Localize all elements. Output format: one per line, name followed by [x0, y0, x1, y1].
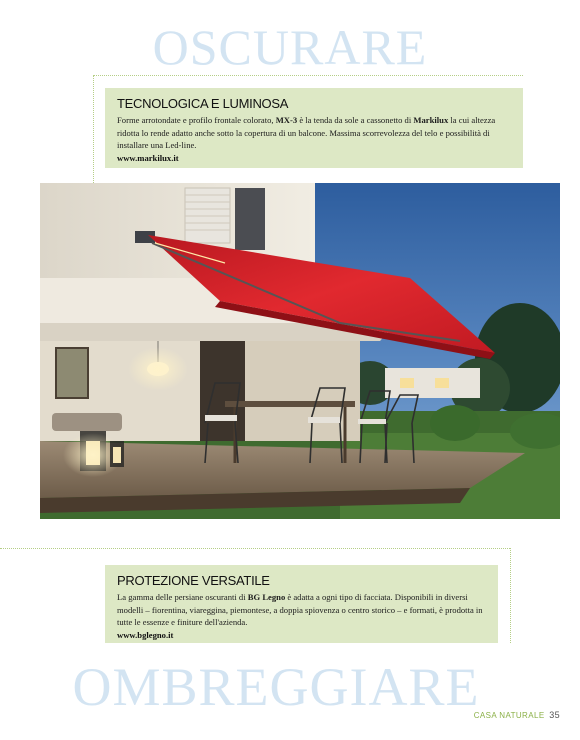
guide-line-bottom-vertical	[510, 548, 511, 643]
brand-name-bglegno: BG Legno	[247, 592, 286, 602]
brand-name-markilux: Markilux	[413, 115, 449, 125]
link-bglegno[interactable]: www.bglegno.it	[117, 629, 174, 640]
guide-line-bottom	[0, 548, 510, 549]
heading-oscurare: OSCURARE	[152, 19, 428, 75]
guide-line-top	[93, 75, 523, 76]
product-name: MX-3	[275, 115, 298, 125]
info-box-bglegno	[105, 565, 498, 643]
section-title-protezione: PROTEZIONE VERSATILE	[117, 573, 270, 588]
info-box-markilux	[105, 88, 523, 168]
section-body-markilux: Forme arrotondate e profilo frontale colorato, MX-3 è la tenda da sole a cassonetto di Markilux la cui altezza ridotta lo rende adatto anche sotto la copertura di un balcone. Massima scorrevolezza del telo e possibilità di installare una Led-line.	[117, 115, 496, 150]
page-number: 35	[549, 710, 560, 720]
heading-ombreggiare: OMBREGGIARE	[72, 657, 480, 717]
terrace-awning-photo	[40, 183, 560, 519]
page-footer	[474, 710, 560, 720]
link-markilux[interactable]: www.markilux.it	[117, 152, 179, 163]
section-title-tecnologica: TECNOLOGICA E LUMINOSA	[117, 96, 289, 111]
magazine-name: CASA NATURALE	[473, 711, 545, 720]
section-body-bglegno: La gamma delle persiane oscuranti di BG Legno è adatta a ogni tipo di facciata. Disponibili in diversi modelli – fiorentina, viareggina, piemontese, a doppia spiovenza o centro storico – e formati, è prodotta in tutte le essenze e finiture dell'azienda.	[117, 592, 483, 627]
